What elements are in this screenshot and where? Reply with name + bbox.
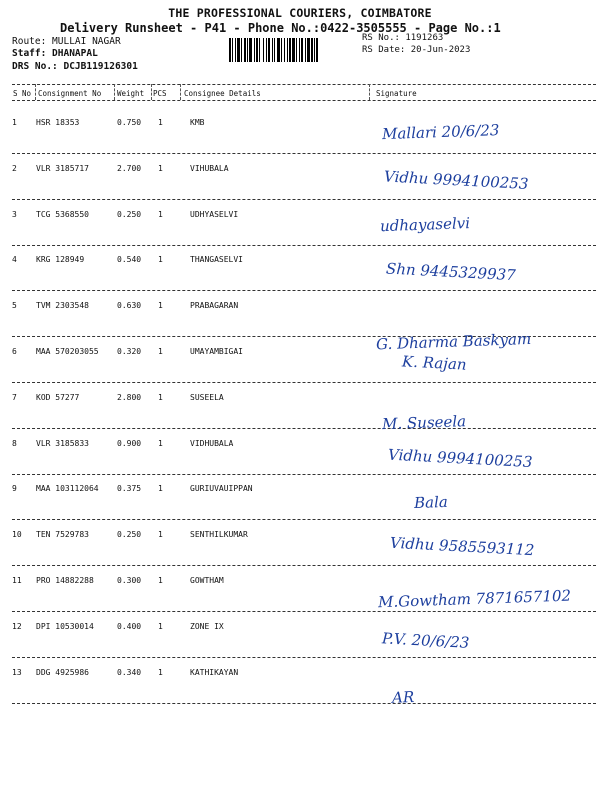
row-weight: 0.320 [117, 347, 142, 356]
signature-text: Vidhu 9994100253 [383, 167, 529, 193]
signature-text: Mallari 20/6/23 [381, 121, 500, 144]
handwritten-signature [372, 250, 592, 294]
row-weight: 0.250 [117, 209, 142, 219]
row-weight: 0.630 [117, 301, 142, 311]
row-pcs: 1 [158, 438, 163, 448]
row-pcs: 1 [158, 301, 163, 311]
barcode-bar [237, 38, 240, 62]
barcode-bar [244, 38, 246, 62]
handwritten-signature [372, 108, 592, 152]
row-consignment: KOD 57277 [36, 392, 80, 402]
barcode-bar [305, 38, 306, 62]
barcode-bar [284, 38, 285, 62]
column-divider [369, 84, 370, 100]
row-consignee: THANGASELVI [190, 255, 243, 265]
barcode-bar [316, 38, 318, 62]
row-pcs: 1 [158, 347, 163, 356]
header-top-rule [12, 84, 596, 85]
row-consignee: SUSEELA [190, 392, 224, 402]
row-consignee: PRABAGARAN [190, 301, 239, 311]
row-consignee: ZONE IX [190, 621, 224, 631]
signature-text: K. Rajan [401, 352, 468, 374]
column-header-sno: S No [13, 89, 32, 98]
barcode-bar [268, 38, 270, 62]
barcode-bar [263, 38, 264, 62]
row-consignee: GURIUVAUIPPAN [190, 484, 253, 494]
row-consignment: TCG 5368550 [36, 209, 89, 219]
barcode-bar [289, 38, 291, 62]
column-header-consignment: Consignment No [38, 89, 102, 98]
signature-text: M. Suseela [381, 412, 467, 434]
row-consignment: DDG 4925986 [36, 667, 89, 677]
barcode-bar [249, 38, 252, 62]
barcode-bar [241, 38, 242, 62]
barcode-bar [292, 38, 295, 62]
row-sno: 10 [12, 530, 22, 540]
barcode-bar [272, 38, 273, 62]
row-pcs: 1 [158, 392, 163, 402]
row-consignee: SENTHILKUMAR [190, 530, 248, 540]
row-divider [12, 245, 596, 246]
handwritten-signature [372, 342, 592, 386]
row-consignment: VLR 3185833 [36, 438, 89, 448]
row-consignment: TVM 2303548 [36, 301, 89, 311]
signature-text: Shn 9445329937 [385, 259, 517, 285]
barcode-image [229, 38, 355, 62]
handwritten-signature [372, 672, 592, 716]
row-weight: 0.250 [117, 530, 142, 540]
row-sno: 3 [12, 209, 17, 219]
column-header-consignee: Consignee Details [184, 89, 261, 98]
barcode-bar [232, 38, 233, 62]
row-sno: 1 [12, 118, 17, 127]
barcode-bar [296, 38, 297, 62]
row-consignee: UMAYAMBIGAI [190, 347, 243, 356]
row-consignee: VIHUBALA [190, 163, 229, 173]
column-header-signature: Signature [376, 89, 417, 98]
signature-text: Vidhu 9585593112 [389, 533, 535, 560]
row-weight: 0.750 [117, 118, 142, 127]
rs-number: RS No.: 1191263 [362, 33, 444, 43]
barcode-bar [301, 38, 303, 62]
row-weight: 0.400 [117, 621, 142, 631]
row-sno: 9 [12, 484, 17, 494]
row-consignee: VIDHUBALA [190, 438, 234, 448]
barcode-bar [281, 38, 282, 62]
row-sno: 4 [12, 255, 17, 265]
barcode-bar [274, 38, 275, 62]
row-pcs: 1 [158, 209, 163, 219]
row-consignee: KATHIKAYAN [190, 667, 239, 677]
row-sno: 13 [12, 667, 22, 677]
barcode-bar [307, 38, 310, 62]
row-consignee: UDHYASELVI [190, 209, 239, 219]
row-consignee: GOWTHAM [190, 576, 224, 585]
signature-text: M.Gowtham 7871657102 [377, 586, 572, 612]
signature-text: P.V. 20/6/23 [381, 629, 470, 652]
row-consignment: TEN 7529783 [36, 530, 89, 540]
row-weight: 0.340 [117, 667, 142, 677]
row-weight: 0.540 [117, 255, 142, 265]
row-sno: 11 [12, 576, 22, 585]
barcode-bar [266, 38, 267, 62]
barcode-bar [277, 38, 280, 62]
row-weight: 0.300 [117, 576, 142, 585]
row-pcs: 1 [158, 255, 163, 265]
row-sno: 12 [12, 621, 22, 631]
row-sno: 6 [12, 347, 17, 356]
signature-text: Bala [413, 492, 449, 513]
row-consignment: PRO 14882288 [36, 576, 94, 585]
barcode-bar [259, 38, 260, 62]
row-divider [12, 153, 596, 154]
row-pcs: 1 [158, 118, 163, 127]
barcode-bar [235, 38, 236, 62]
handwritten-signature [372, 158, 592, 202]
barcode-bar [254, 38, 255, 62]
handwritten-signature [372, 478, 592, 522]
column-divider [180, 84, 181, 100]
row-consignment: MAA 103112064 [36, 484, 99, 494]
barcode-bar [287, 38, 288, 62]
row-sno: 8 [12, 438, 17, 448]
staff-label: Staff: DHANAPAL [12, 48, 98, 59]
row-pcs: 1 [158, 530, 163, 540]
handwritten-signature [372, 576, 592, 620]
column-header-weight: Weight [117, 89, 145, 98]
barcode-bar [299, 38, 300, 62]
signature-text: udhayaselvi [379, 214, 471, 236]
barcode-bar [247, 38, 248, 62]
route-label: Route: MULLAI NAGAR [12, 36, 121, 47]
signature-text: AR [391, 688, 415, 707]
row-consignment: VLR 3185717 [36, 163, 89, 173]
handwritten-signature [372, 436, 592, 480]
row-sno: 5 [12, 301, 17, 311]
barcode-bar [314, 38, 315, 62]
handwritten-signature [372, 524, 592, 568]
row-weight: 2.800 [117, 392, 142, 402]
barcode-bar [311, 38, 313, 62]
handwritten-signature [372, 620, 592, 664]
runsheet-subtitle: Delivery Runsheet - P41 - Phone No.:0422-3505555 - Page No.:1 [60, 21, 501, 35]
header-bottom-rule [12, 100, 596, 101]
row-sno: 2 [12, 163, 17, 173]
barcode-bar [256, 38, 258, 62]
signature-text: Vidhu 9994100253 [387, 445, 533, 472]
column-divider [114, 84, 115, 100]
row-pcs: 1 [158, 484, 163, 494]
signature-text: G. Dharma Baskyam [375, 329, 532, 354]
rs-date: RS Date: 20-Jun-2023 [362, 45, 471, 55]
row-weight: 2.700 [117, 163, 142, 173]
row-weight: 0.375 [117, 484, 142, 494]
row-sno: 7 [12, 392, 17, 402]
row-weight: 0.900 [117, 438, 142, 448]
row-consignment: DPI 10530014 [36, 621, 94, 631]
barcode-bar [229, 38, 231, 62]
row-pcs: 1 [158, 621, 163, 631]
row-consignee: KMB [190, 118, 205, 127]
row-pcs: 1 [158, 163, 163, 173]
drs-number: DRS No.: DCJB119126301 [12, 61, 138, 72]
row-pcs: 1 [158, 667, 163, 677]
handwritten-signature [372, 200, 592, 244]
column-divider [151, 84, 152, 100]
row-pcs: 1 [158, 576, 163, 585]
column-divider [35, 84, 36, 100]
column-header-pcs: PCS [153, 89, 167, 98]
row-consignment: HSR 18353 [36, 118, 80, 127]
row-consignment: KRG 128949 [36, 255, 85, 265]
row-consignment: MAA 570203055 [36, 347, 99, 356]
company-title: THE PROFESSIONAL COURIERS, COIMBATORE [168, 6, 432, 20]
